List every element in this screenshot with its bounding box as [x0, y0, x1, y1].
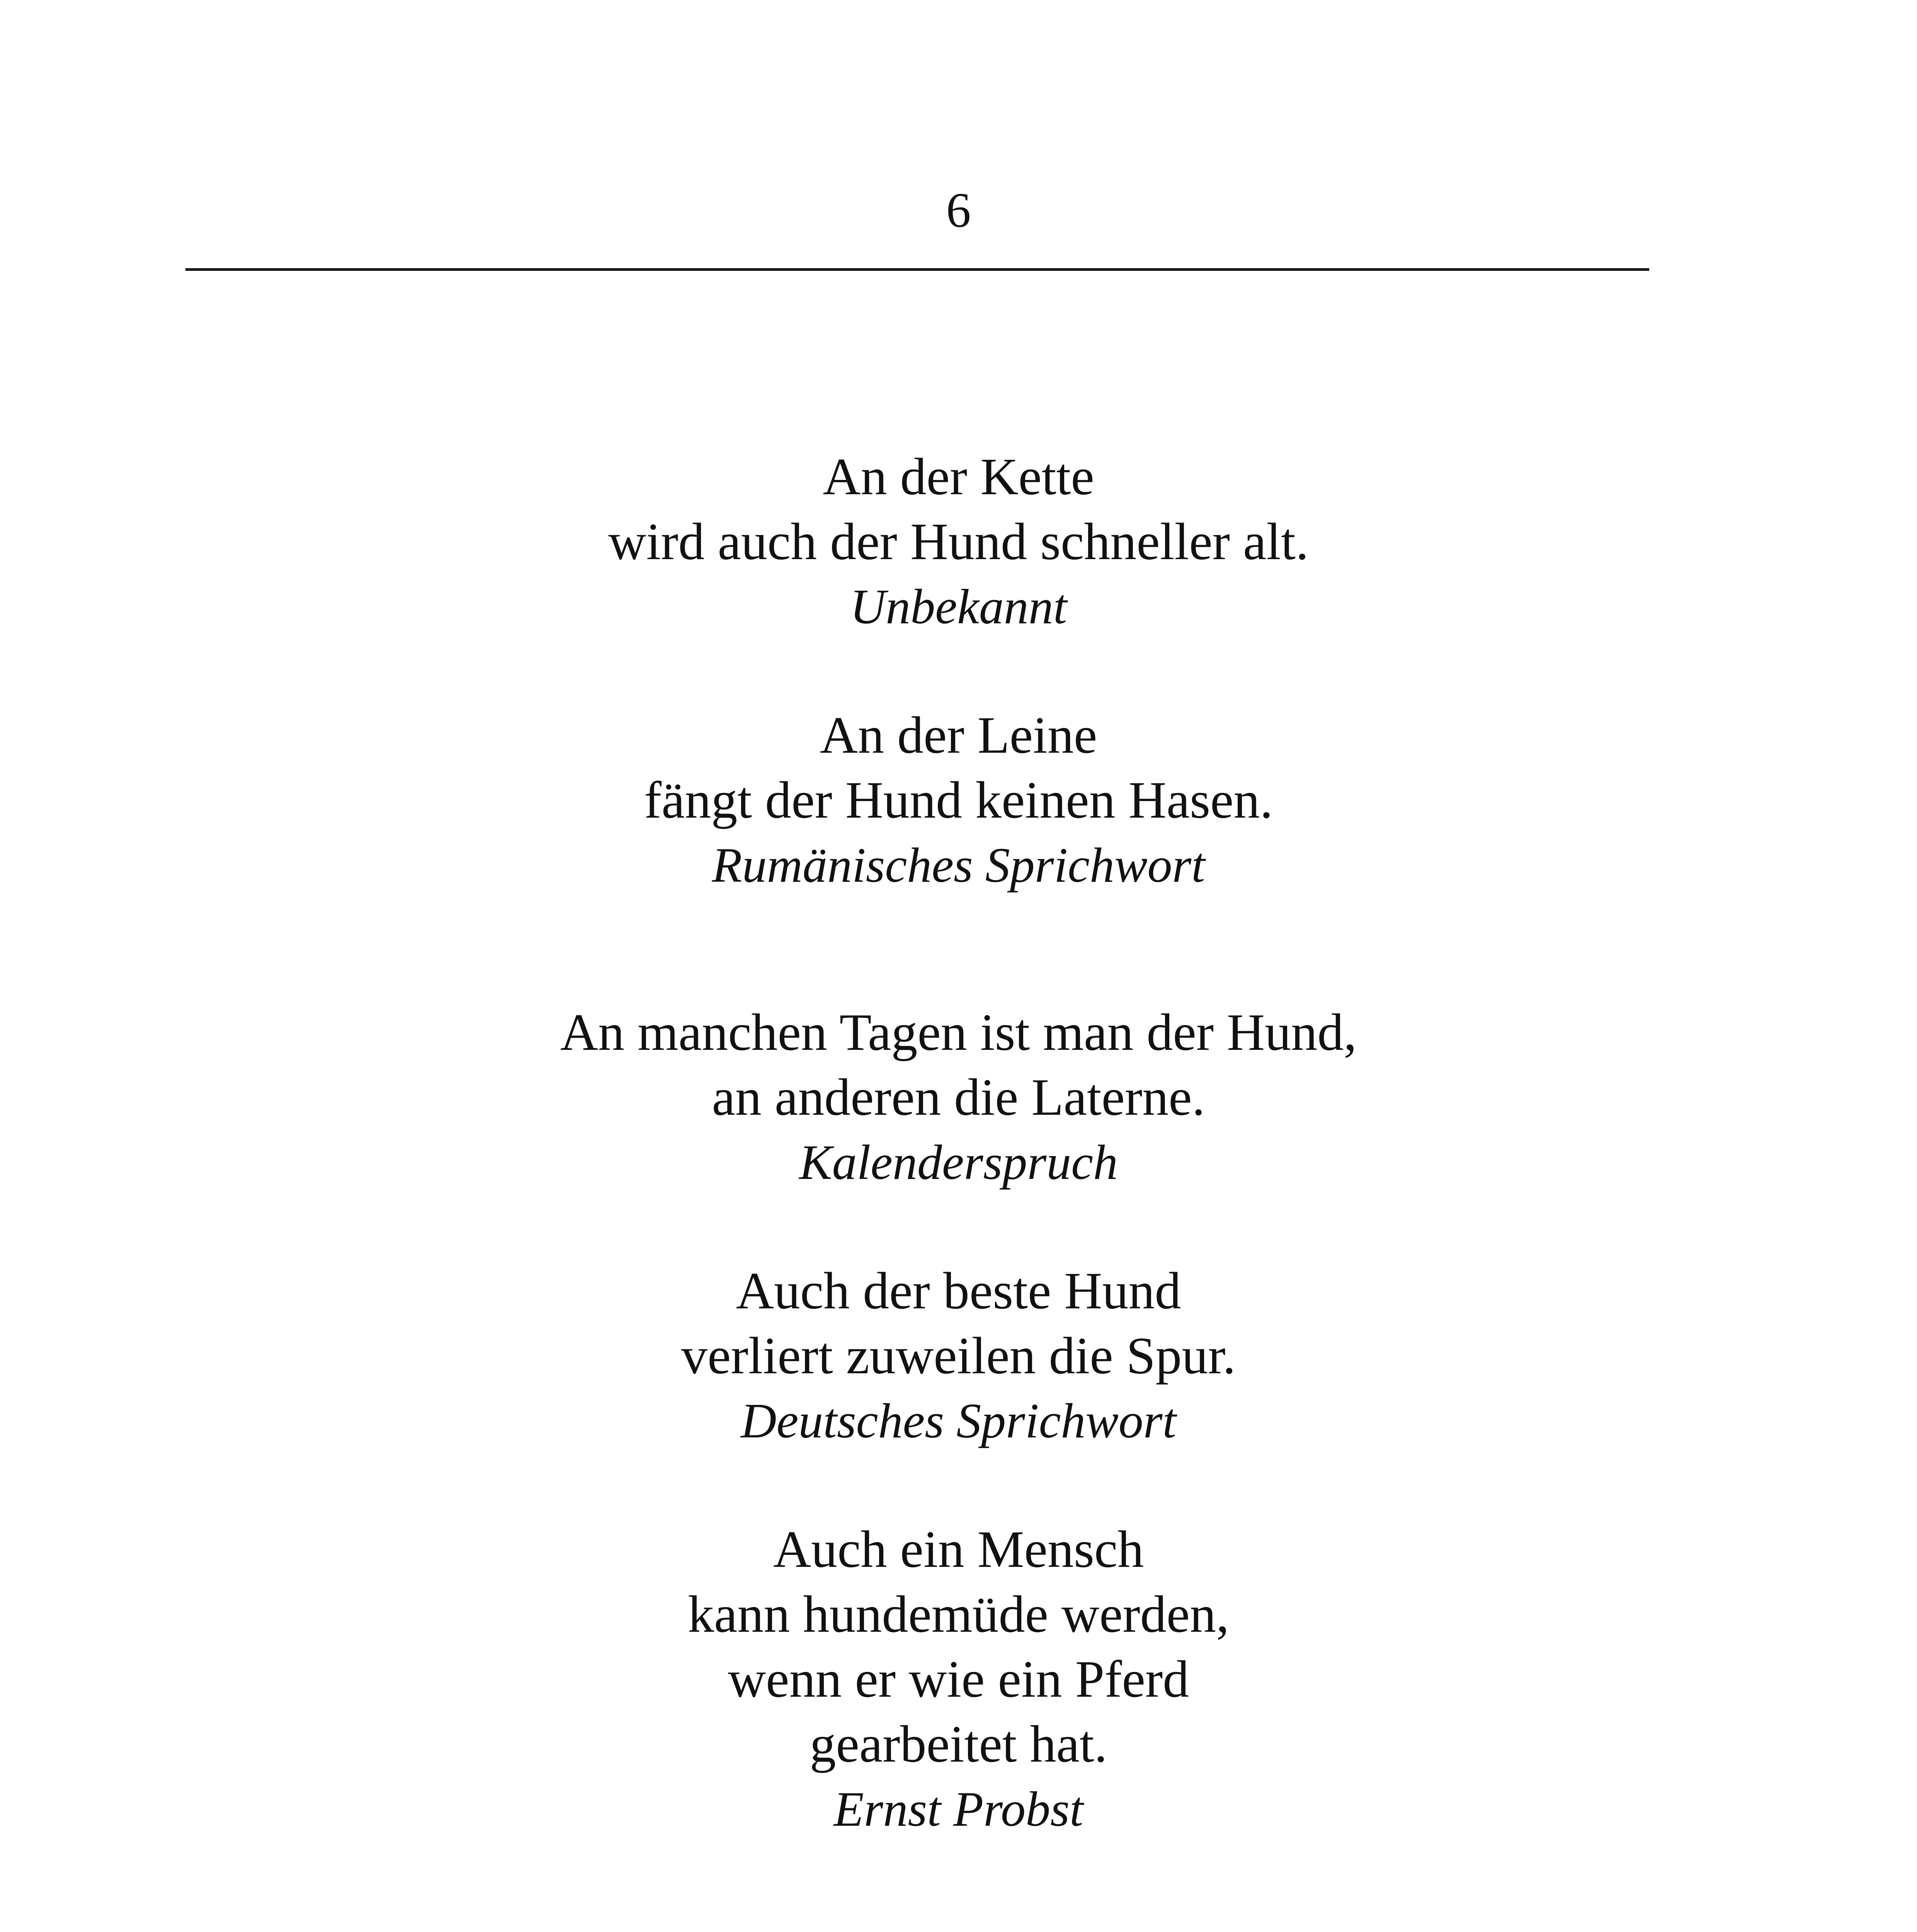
- quote-list: [0, 444, 1917, 1842]
- quote-line: Auch der beste Hund: [736, 1262, 1181, 1320]
- quote-author: Ernst Probst: [833, 1782, 1084, 1837]
- quote-block: [0, 703, 1917, 898]
- quote-line: An manchen Tagen ist man der Hund,: [560, 1003, 1357, 1061]
- quote-line: wenn er wie ein Pferd: [728, 1650, 1189, 1708]
- quote-line: verliert zuweilen die Spur.: [681, 1327, 1236, 1385]
- quote-author: Unbekannt: [850, 579, 1067, 634]
- quote-block: [0, 1000, 1917, 1195]
- quote-line: an anderen die Laterne.: [712, 1068, 1205, 1126]
- quote-author: Kalenderspruch: [799, 1135, 1118, 1190]
- quote-line: An der Leine: [820, 706, 1097, 764]
- quote-line: gearbeitet hat.: [810, 1715, 1107, 1773]
- header-rule: [185, 268, 1649, 271]
- quote-block: [0, 1259, 1917, 1453]
- quote-block: [0, 1517, 1917, 1842]
- quote-line: kann hundemüde werden,: [687, 1585, 1230, 1643]
- quote-line: wird auch der Hund schneller alt.: [608, 513, 1309, 571]
- quote-author: Rumänisches Sprichwort: [712, 838, 1205, 893]
- quote-line: fängt der Hund keinen Hasen.: [644, 771, 1273, 829]
- page-number: 6: [946, 183, 971, 238]
- quote-block: [0, 444, 1917, 639]
- quote-author: Deutsches Sprichwort: [741, 1393, 1176, 1448]
- quote-line: An der Kette: [823, 448, 1094, 506]
- quote-line: Auch ein Mensch: [773, 1520, 1144, 1578]
